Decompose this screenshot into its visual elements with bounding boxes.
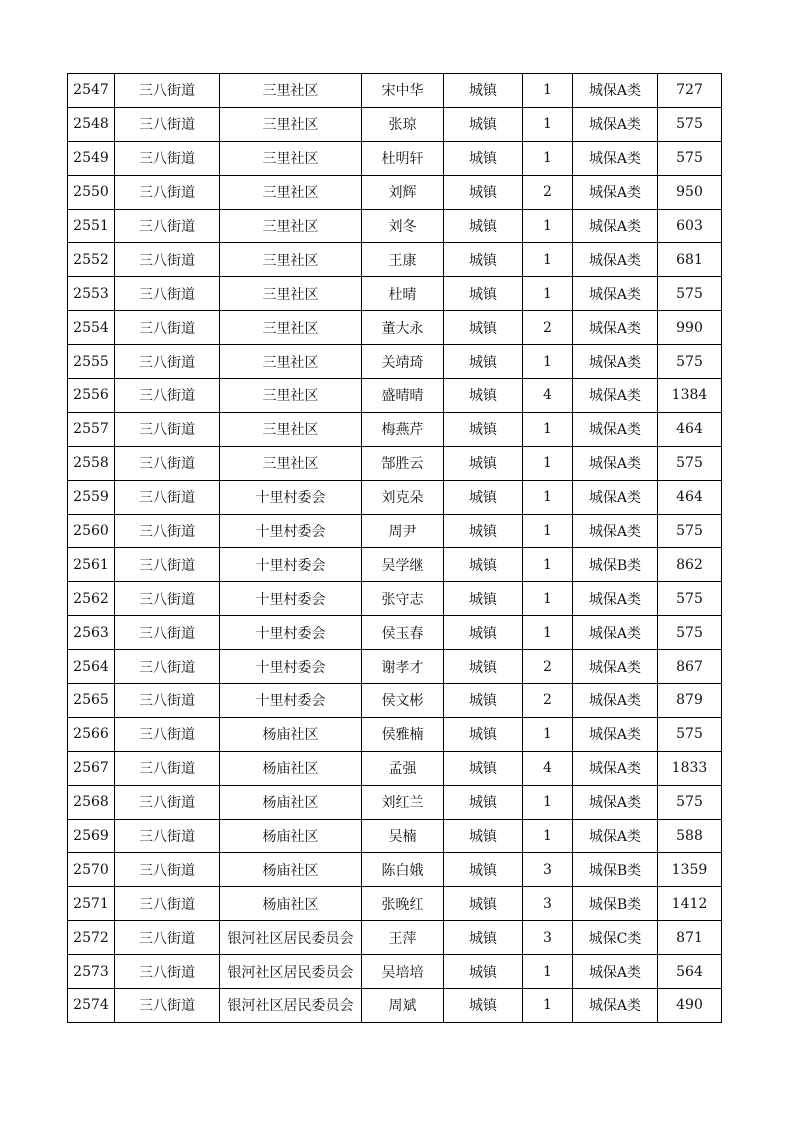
cell-member-count: 3 <box>523 887 573 921</box>
cell-member-count: 1 <box>523 514 573 548</box>
cell-household-type: 城镇 <box>444 514 523 548</box>
cell-category: 城保A类 <box>573 243 658 277</box>
cell-member-count: 1 <box>523 819 573 853</box>
cell-name: 侯玉春 <box>362 616 444 650</box>
cell-street: 三八街道 <box>115 514 220 548</box>
table-row <box>68 684 722 718</box>
cell-row-number: 2565 <box>68 684 115 718</box>
cell-name: 陈白娥 <box>362 853 444 887</box>
table-row <box>68 819 722 853</box>
cell-name: 孟强 <box>362 751 444 785</box>
cell-row-number: 2548 <box>68 107 115 141</box>
cell-member-count: 3 <box>523 921 573 955</box>
table-body <box>68 74 722 1023</box>
cell-row-number: 2569 <box>68 819 115 853</box>
cell-name: 王康 <box>362 243 444 277</box>
cell-category: 城保A类 <box>573 616 658 650</box>
cell-category: 城保A类 <box>573 141 658 175</box>
cell-amount: 867 <box>658 650 722 684</box>
cell-member-count: 2 <box>523 650 573 684</box>
cell-member-count: 1 <box>523 616 573 650</box>
cell-category: 城保A类 <box>573 819 658 853</box>
table-row <box>68 379 722 413</box>
cell-amount: 1833 <box>658 751 722 785</box>
cell-community: 杨庙社区 <box>220 751 362 785</box>
cell-household-type: 城镇 <box>444 751 523 785</box>
cell-category: 城保A类 <box>573 650 658 684</box>
cell-name: 郜胜云 <box>362 446 444 480</box>
cell-amount: 575 <box>658 107 722 141</box>
table-row <box>68 480 722 514</box>
cell-name: 刘辉 <box>362 175 444 209</box>
table-row <box>68 277 722 311</box>
table-row <box>68 243 722 277</box>
cell-row-number: 2553 <box>68 277 115 311</box>
cell-member-count: 1 <box>523 717 573 751</box>
cell-row-number: 2568 <box>68 785 115 819</box>
cell-street: 三八街道 <box>115 311 220 345</box>
cell-category: 城保A类 <box>573 107 658 141</box>
cell-household-type: 城镇 <box>444 785 523 819</box>
cell-category: 城保B类 <box>573 548 658 582</box>
data-table <box>67 73 722 1023</box>
cell-household-type: 城镇 <box>444 277 523 311</box>
cell-street: 三八街道 <box>115 819 220 853</box>
cell-category: 城保A类 <box>573 277 658 311</box>
cell-row-number: 2563 <box>68 616 115 650</box>
cell-category: 城保A类 <box>573 209 658 243</box>
cell-street: 三八街道 <box>115 616 220 650</box>
cell-member-count: 1 <box>523 141 573 175</box>
cell-row-number: 2567 <box>68 751 115 785</box>
table-row <box>68 446 722 480</box>
cell-name: 谢孝才 <box>362 650 444 684</box>
cell-category: 城保A类 <box>573 751 658 785</box>
cell-category: 城保A类 <box>573 412 658 446</box>
cell-name: 张守志 <box>362 582 444 616</box>
cell-street: 三八街道 <box>115 785 220 819</box>
cell-household-type: 城镇 <box>444 74 523 108</box>
cell-name: 杜明轩 <box>362 141 444 175</box>
cell-amount: 1384 <box>658 379 722 413</box>
cell-amount: 871 <box>658 921 722 955</box>
table-row <box>68 717 722 751</box>
cell-amount: 862 <box>658 548 722 582</box>
cell-name: 周尹 <box>362 514 444 548</box>
cell-amount: 464 <box>658 480 722 514</box>
cell-member-count: 3 <box>523 853 573 887</box>
table-row <box>68 955 722 989</box>
cell-row-number: 2570 <box>68 853 115 887</box>
cell-community: 银河社区居民委员会 <box>220 955 362 989</box>
cell-amount: 727 <box>658 74 722 108</box>
table-row <box>68 853 722 887</box>
cell-community: 银河社区居民委员会 <box>220 921 362 955</box>
cell-community: 三里社区 <box>220 412 362 446</box>
cell-household-type: 城镇 <box>444 209 523 243</box>
cell-household-type: 城镇 <box>444 379 523 413</box>
cell-member-count: 1 <box>523 785 573 819</box>
cell-street: 三八街道 <box>115 921 220 955</box>
cell-row-number: 2571 <box>68 887 115 921</box>
cell-community: 十里村委会 <box>220 650 362 684</box>
cell-household-type: 城镇 <box>444 243 523 277</box>
cell-community: 十里村委会 <box>220 480 362 514</box>
cell-street: 三八街道 <box>115 480 220 514</box>
cell-amount: 575 <box>658 141 722 175</box>
cell-household-type: 城镇 <box>444 548 523 582</box>
cell-household-type: 城镇 <box>444 412 523 446</box>
cell-street: 三八街道 <box>115 277 220 311</box>
cell-category: 城保A类 <box>573 446 658 480</box>
cell-street: 三八街道 <box>115 717 220 751</box>
table-row <box>68 751 722 785</box>
cell-street: 三八街道 <box>115 684 220 718</box>
cell-amount: 575 <box>658 277 722 311</box>
cell-household-type: 城镇 <box>444 175 523 209</box>
cell-amount: 464 <box>658 412 722 446</box>
cell-amount: 575 <box>658 446 722 480</box>
cell-household-type: 城镇 <box>444 616 523 650</box>
cell-street: 三八街道 <box>115 751 220 785</box>
cell-household-type: 城镇 <box>444 717 523 751</box>
cell-amount: 575 <box>658 717 722 751</box>
cell-member-count: 4 <box>523 379 573 413</box>
cell-community: 十里村委会 <box>220 514 362 548</box>
cell-amount: 588 <box>658 819 722 853</box>
cell-amount: 681 <box>658 243 722 277</box>
cell-community: 三里社区 <box>220 175 362 209</box>
cell-household-type: 城镇 <box>444 107 523 141</box>
cell-row-number: 2558 <box>68 446 115 480</box>
cell-name: 关靖琦 <box>362 345 444 379</box>
cell-name: 王萍 <box>362 921 444 955</box>
table-row <box>68 107 722 141</box>
cell-name: 吴培培 <box>362 955 444 989</box>
cell-row-number: 2572 <box>68 921 115 955</box>
cell-community: 三里社区 <box>220 141 362 175</box>
cell-community: 杨庙社区 <box>220 887 362 921</box>
cell-household-type: 城镇 <box>444 650 523 684</box>
cell-member-count: 1 <box>523 412 573 446</box>
cell-category: 城保A类 <box>573 717 658 751</box>
cell-name: 吴学继 <box>362 548 444 582</box>
cell-street: 三八街道 <box>115 412 220 446</box>
cell-category: 城保A类 <box>573 379 658 413</box>
cell-row-number: 2564 <box>68 650 115 684</box>
cell-row-number: 2559 <box>68 480 115 514</box>
cell-amount: 575 <box>658 616 722 650</box>
cell-category: 城保A类 <box>573 345 658 379</box>
cell-name: 刘红兰 <box>362 785 444 819</box>
cell-row-number: 2555 <box>68 345 115 379</box>
cell-name: 周斌 <box>362 989 444 1023</box>
cell-category: 城保A类 <box>573 582 658 616</box>
cell-community: 三里社区 <box>220 107 362 141</box>
cell-community: 十里村委会 <box>220 616 362 650</box>
cell-member-count: 1 <box>523 107 573 141</box>
cell-row-number: 2556 <box>68 379 115 413</box>
cell-community: 三里社区 <box>220 311 362 345</box>
table-row <box>68 412 722 446</box>
cell-amount: 1412 <box>658 887 722 921</box>
cell-member-count: 1 <box>523 345 573 379</box>
cell-row-number: 2551 <box>68 209 115 243</box>
cell-community: 三里社区 <box>220 243 362 277</box>
cell-street: 三八街道 <box>115 548 220 582</box>
cell-amount: 879 <box>658 684 722 718</box>
cell-row-number: 2573 <box>68 955 115 989</box>
cell-name: 杜晴 <box>362 277 444 311</box>
table-row <box>68 785 722 819</box>
cell-community: 银河社区居民委员会 <box>220 989 362 1023</box>
table-row <box>68 921 722 955</box>
cell-category: 城保A类 <box>573 175 658 209</box>
cell-community: 三里社区 <box>220 379 362 413</box>
cell-row-number: 2574 <box>68 989 115 1023</box>
cell-street: 三八街道 <box>115 853 220 887</box>
cell-household-type: 城镇 <box>444 141 523 175</box>
cell-category: 城保C类 <box>573 921 658 955</box>
cell-name: 张琼 <box>362 107 444 141</box>
table-row <box>68 582 722 616</box>
cell-household-type: 城镇 <box>444 345 523 379</box>
cell-category: 城保A类 <box>573 785 658 819</box>
cell-household-type: 城镇 <box>444 582 523 616</box>
cell-row-number: 2554 <box>68 311 115 345</box>
cell-amount: 990 <box>658 311 722 345</box>
cell-category: 城保A类 <box>573 955 658 989</box>
cell-category: 城保A类 <box>573 311 658 345</box>
cell-member-count: 1 <box>523 74 573 108</box>
cell-member-count: 2 <box>523 175 573 209</box>
cell-member-count: 2 <box>523 311 573 345</box>
cell-category: 城保B类 <box>573 887 658 921</box>
table-row <box>68 650 722 684</box>
cell-street: 三八街道 <box>115 141 220 175</box>
cell-community: 三里社区 <box>220 446 362 480</box>
cell-row-number: 2557 <box>68 412 115 446</box>
cell-street: 三八街道 <box>115 955 220 989</box>
table-row <box>68 74 722 108</box>
cell-row-number: 2566 <box>68 717 115 751</box>
table-row <box>68 141 722 175</box>
cell-household-type: 城镇 <box>444 311 523 345</box>
cell-amount: 1359 <box>658 853 722 887</box>
cell-community: 十里村委会 <box>220 684 362 718</box>
cell-street: 三八街道 <box>115 887 220 921</box>
cell-category: 城保A类 <box>573 989 658 1023</box>
cell-street: 三八街道 <box>115 582 220 616</box>
cell-member-count: 1 <box>523 243 573 277</box>
cell-amount: 575 <box>658 514 722 548</box>
table-row <box>68 989 722 1023</box>
cell-row-number: 2550 <box>68 175 115 209</box>
cell-category: 城保A类 <box>573 514 658 548</box>
cell-member-count: 1 <box>523 955 573 989</box>
cell-community: 杨庙社区 <box>220 717 362 751</box>
cell-household-type: 城镇 <box>444 921 523 955</box>
cell-street: 三八街道 <box>115 379 220 413</box>
cell-household-type: 城镇 <box>444 887 523 921</box>
cell-name: 刘冬 <box>362 209 444 243</box>
cell-row-number: 2552 <box>68 243 115 277</box>
cell-name: 侯文彬 <box>362 684 444 718</box>
table-row <box>68 887 722 921</box>
cell-category: 城保A类 <box>573 684 658 718</box>
cell-community: 十里村委会 <box>220 548 362 582</box>
cell-community: 杨庙社区 <box>220 785 362 819</box>
cell-member-count: 1 <box>523 480 573 514</box>
cell-community: 三里社区 <box>220 277 362 311</box>
cell-amount: 490 <box>658 989 722 1023</box>
cell-street: 三八街道 <box>115 650 220 684</box>
cell-community: 杨庙社区 <box>220 819 362 853</box>
cell-name: 宋中华 <box>362 74 444 108</box>
cell-street: 三八街道 <box>115 107 220 141</box>
cell-household-type: 城镇 <box>444 684 523 718</box>
table-row <box>68 616 722 650</box>
cell-name: 侯雅楠 <box>362 717 444 751</box>
cell-name: 吴楠 <box>362 819 444 853</box>
cell-member-count: 1 <box>523 446 573 480</box>
table-row <box>68 175 722 209</box>
cell-community: 十里村委会 <box>220 582 362 616</box>
table-row <box>68 548 722 582</box>
cell-community: 三里社区 <box>220 209 362 243</box>
cell-member-count: 1 <box>523 582 573 616</box>
table-row <box>68 345 722 379</box>
cell-household-type: 城镇 <box>444 989 523 1023</box>
cell-street: 三八街道 <box>115 175 220 209</box>
cell-community: 杨庙社区 <box>220 853 362 887</box>
cell-amount: 575 <box>658 785 722 819</box>
cell-street: 三八街道 <box>115 243 220 277</box>
cell-name: 盛晴晴 <box>362 379 444 413</box>
cell-household-type: 城镇 <box>444 446 523 480</box>
cell-household-type: 城镇 <box>444 480 523 514</box>
cell-street: 三八街道 <box>115 74 220 108</box>
cell-member-count: 4 <box>523 751 573 785</box>
cell-household-type: 城镇 <box>444 853 523 887</box>
cell-member-count: 2 <box>523 684 573 718</box>
cell-name: 董大永 <box>362 311 444 345</box>
cell-amount: 950 <box>658 175 722 209</box>
cell-amount: 575 <box>658 345 722 379</box>
cell-name: 梅燕芹 <box>362 412 444 446</box>
table-row <box>68 209 722 243</box>
cell-amount: 603 <box>658 209 722 243</box>
cell-street: 三八街道 <box>115 989 220 1023</box>
cell-street: 三八街道 <box>115 209 220 243</box>
cell-name: 刘克朵 <box>362 480 444 514</box>
cell-community: 三里社区 <box>220 345 362 379</box>
cell-community: 三里社区 <box>220 74 362 108</box>
cell-member-count: 1 <box>523 989 573 1023</box>
cell-member-count: 1 <box>523 209 573 243</box>
table-row <box>68 311 722 345</box>
cell-row-number: 2562 <box>68 582 115 616</box>
cell-category: 城保B类 <box>573 853 658 887</box>
cell-household-type: 城镇 <box>444 955 523 989</box>
table-row <box>68 514 722 548</box>
cell-amount: 564 <box>658 955 722 989</box>
cell-row-number: 2560 <box>68 514 115 548</box>
cell-member-count: 1 <box>523 548 573 582</box>
cell-category: 城保A类 <box>573 74 658 108</box>
cell-street: 三八街道 <box>115 446 220 480</box>
cell-street: 三八街道 <box>115 345 220 379</box>
cell-member-count: 1 <box>523 277 573 311</box>
cell-household-type: 城镇 <box>444 819 523 853</box>
cell-name: 张晚红 <box>362 887 444 921</box>
cell-amount: 575 <box>658 582 722 616</box>
cell-category: 城保A类 <box>573 480 658 514</box>
cell-row-number: 2561 <box>68 548 115 582</box>
cell-row-number: 2549 <box>68 141 115 175</box>
cell-row-number: 2547 <box>68 74 115 108</box>
